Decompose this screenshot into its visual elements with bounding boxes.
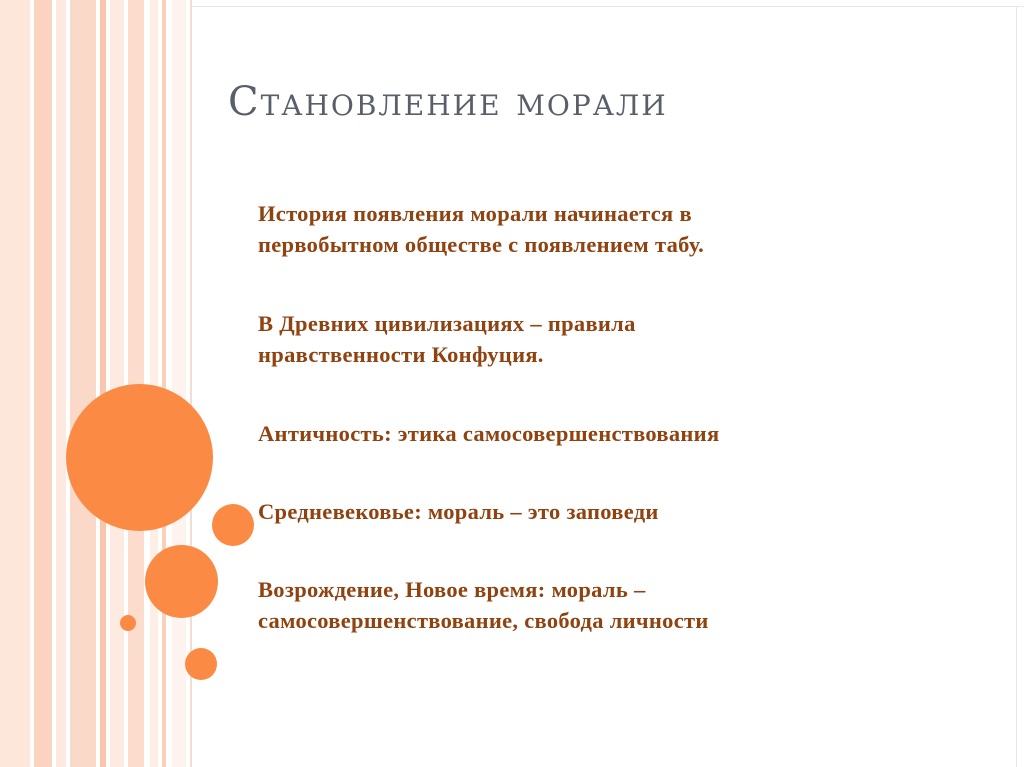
decorative-stripes bbox=[0, 0, 200, 767]
large-circle-decoration bbox=[66, 384, 213, 531]
medium-circle-decoration bbox=[145, 545, 218, 618]
bullet-line: В Древних цивилизациях – правила bbox=[258, 311, 636, 336]
bullet-line: История появления морали начинается в bbox=[258, 201, 692, 226]
list-item bbox=[258, 574, 709, 636]
list-item bbox=[258, 198, 704, 260]
bullet-line: Возрождение, Новое время: мораль – bbox=[258, 577, 646, 602]
small-circle-decoration bbox=[185, 648, 217, 680]
list-item bbox=[258, 496, 659, 527]
stripe bbox=[56, 0, 66, 767]
stripe bbox=[100, 0, 106, 767]
bullet-line: Средневековье: мораль – это заповеди bbox=[258, 499, 659, 524]
small-circle-decoration bbox=[212, 504, 254, 546]
bullet-line: самосовершенствование, свобода личности bbox=[258, 608, 709, 633]
stripe bbox=[162, 0, 166, 767]
bullet-line: нравственности Конфуция. bbox=[258, 342, 544, 367]
tiny-circle-decoration bbox=[120, 615, 136, 631]
stripe bbox=[110, 0, 124, 767]
stripe bbox=[150, 0, 158, 767]
bullet-line: первобытном обществе с появлением табу. bbox=[258, 232, 705, 257]
frame-line-right bbox=[1016, 6, 1017, 767]
list-item bbox=[258, 308, 636, 370]
stripe bbox=[172, 0, 186, 767]
frame-line-top bbox=[192, 6, 1024, 7]
stripe bbox=[0, 0, 30, 767]
stripe bbox=[34, 0, 52, 767]
slide-title: Становление морали bbox=[228, 79, 668, 125]
list-item bbox=[258, 418, 719, 449]
stripe bbox=[70, 0, 96, 767]
bullet-line: Античность: этика самосовершенствования bbox=[258, 421, 720, 446]
